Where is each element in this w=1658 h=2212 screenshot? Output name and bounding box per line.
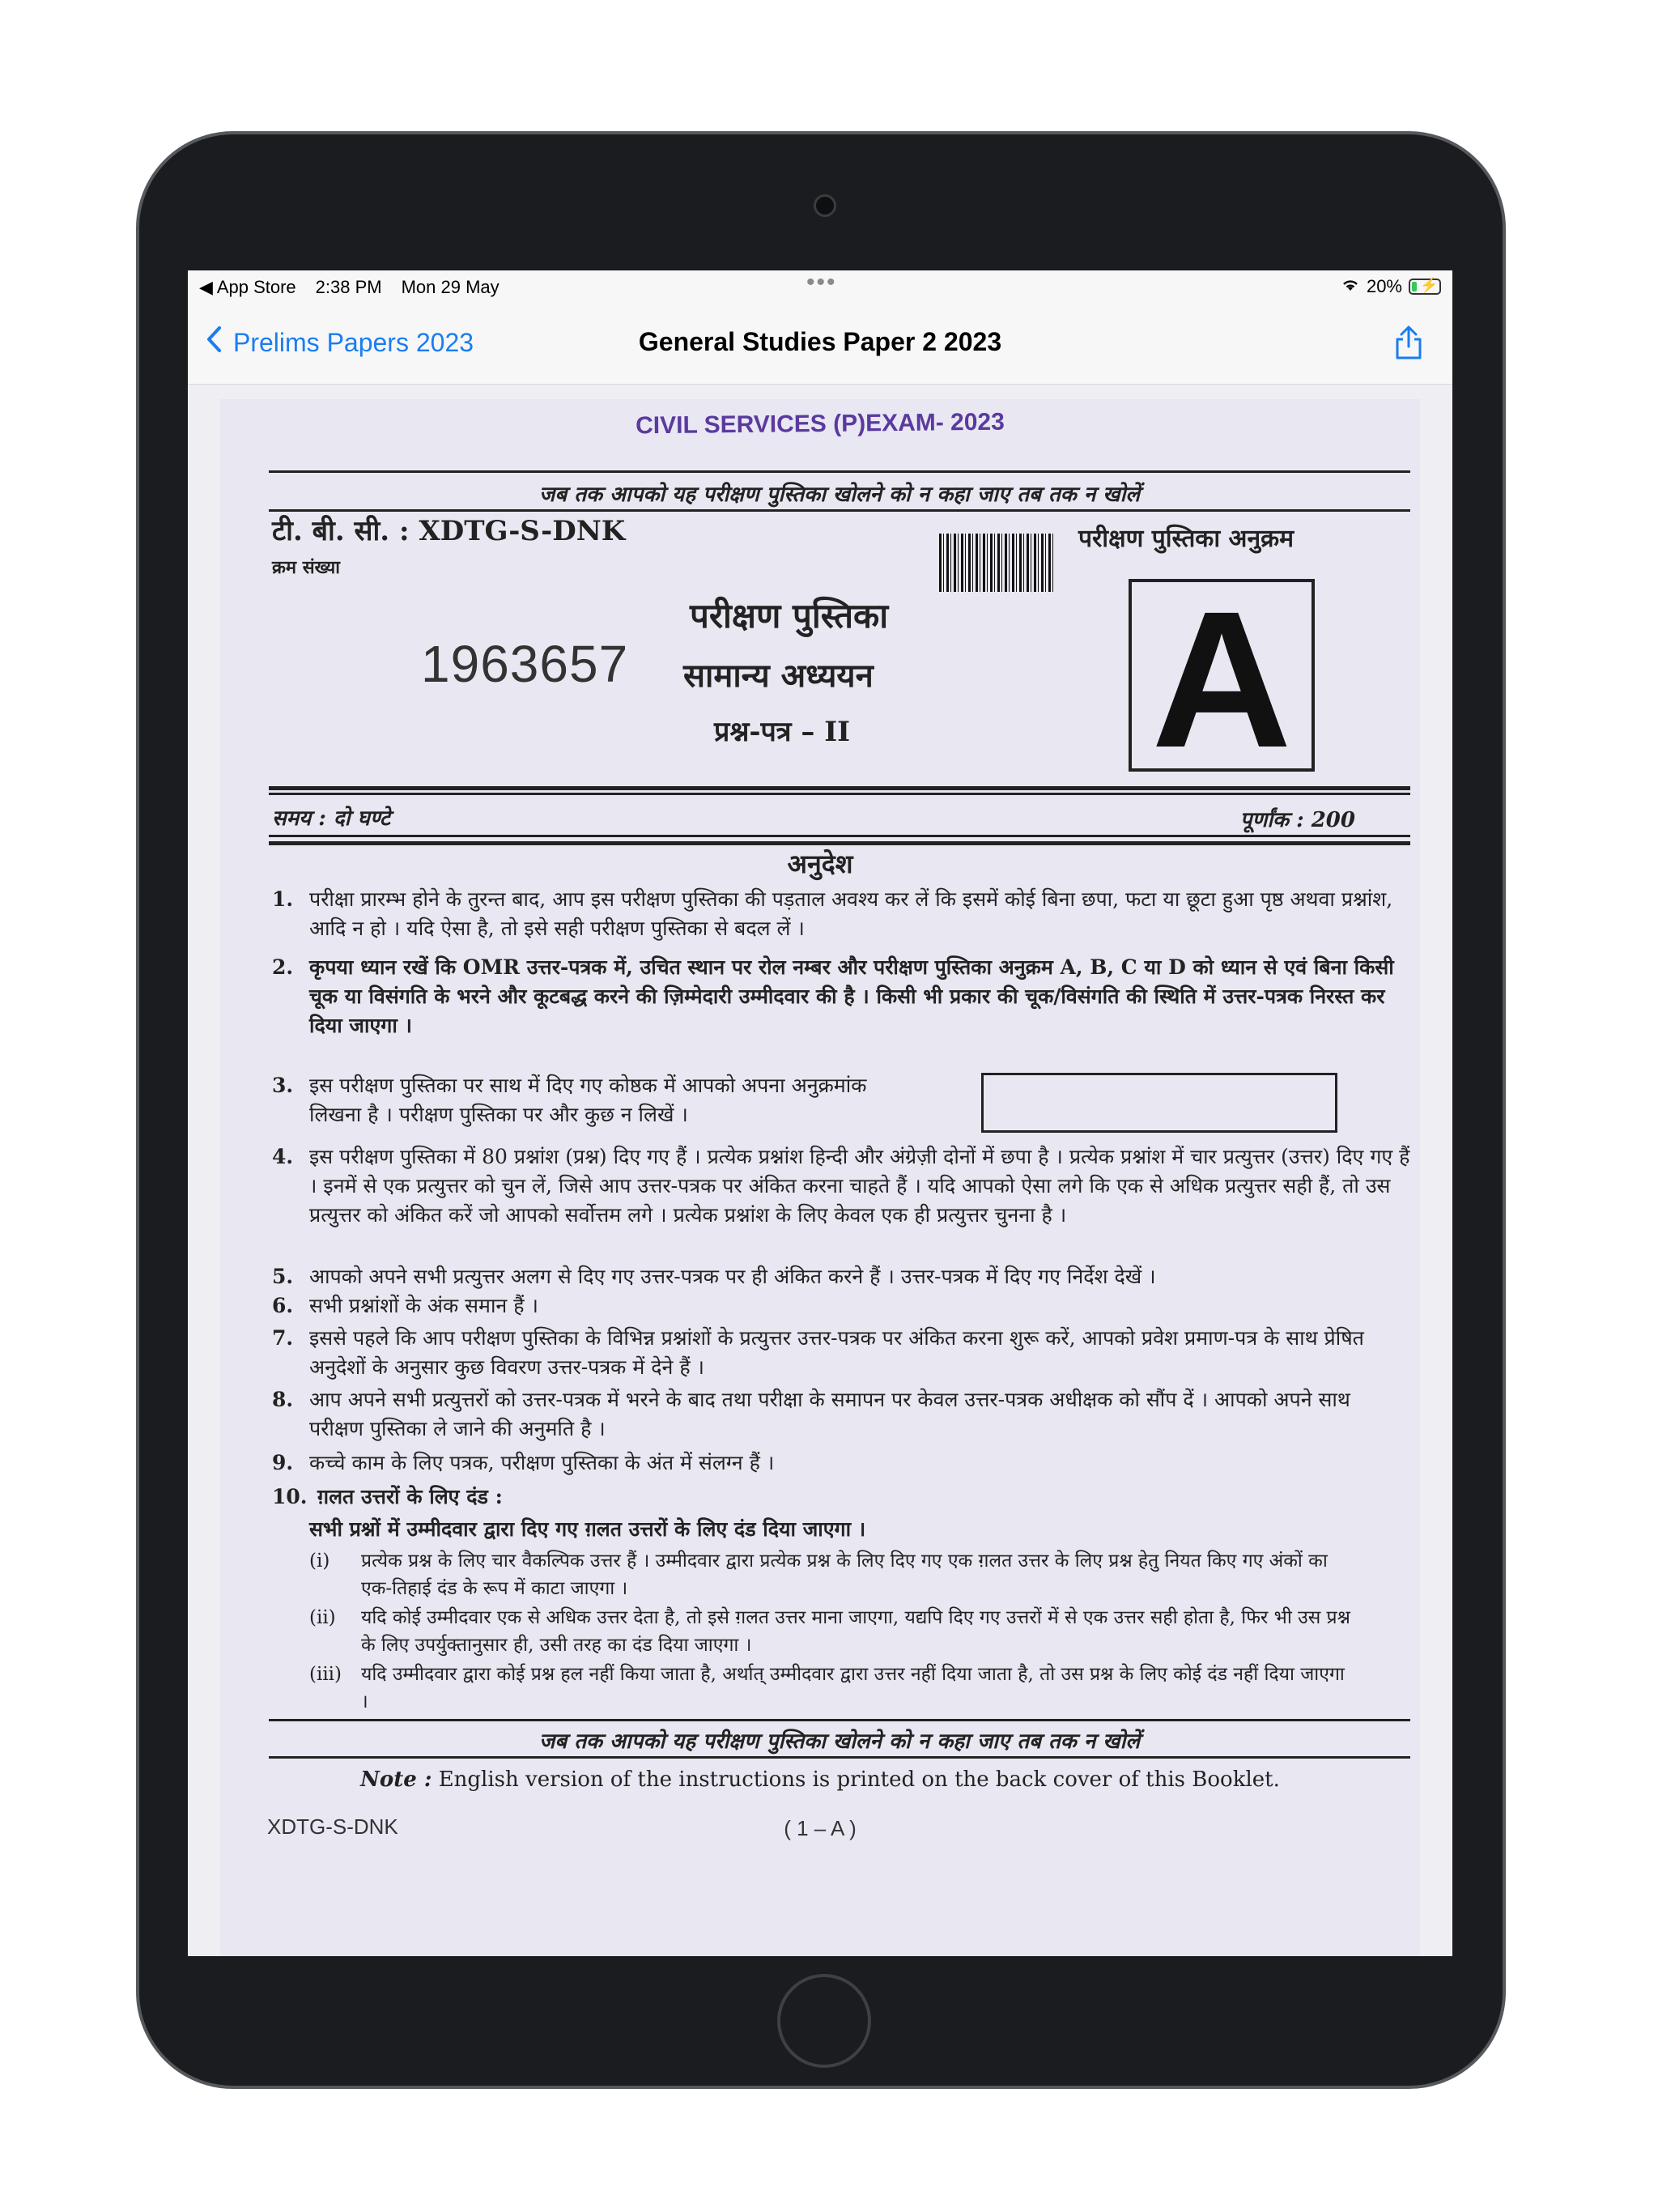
item-text: आपको अपने सभी प्रत्युत्तर अलग से दिए गए उत्तर-पत्रक पर ही अंकित करने हैं । उत्तर-पत्रक में दिए गए निर्देश देखें । (309, 1265, 1156, 1288)
status-time: 2:38 PM (315, 277, 382, 297)
note-text: English version of the instructions is printed on the back cover of this Booklet. (438, 1767, 1280, 1792)
sub-item-number: (iii) (309, 1664, 342, 1685)
top-warning: जब तक आपको यह परीक्षण पुस्तिका खोलने को न कहा जाए तब तक न खोलें (539, 483, 1140, 507)
note-label: Note : (360, 1767, 432, 1792)
item-text: इससे पहले कि आप परीक्षण पुस्तिका के विभिन्न प्रश्नांशों के प्रत्युत्तर उत्तर-पत्रक पर अंकित करना शुरू करें, आपको प्रवेश प्रमाण-पत्र के साथ प्रेषित अनुदेशों के अनुसार कुछ विवरण उत्तर-पत्रक में देने हैं । (309, 1326, 1364, 1379)
english-note (220, 1767, 1420, 1792)
divider (269, 786, 1410, 790)
roll-number-box (981, 1073, 1337, 1133)
back-to-app-store[interactable]: ◀ App Store (199, 277, 296, 297)
item-number: 3. (272, 1074, 294, 1097)
sub-item-number: (i) (309, 1551, 330, 1572)
booklet-title: परीक्षण पुस्तिका (690, 596, 889, 636)
instructions-heading: अनुदेश (787, 849, 853, 879)
series-letter: A (1151, 571, 1292, 788)
tbc-code: टी. बी. सी. : XDTG-S-DNK (272, 515, 626, 547)
item-number: 1. (272, 887, 294, 911)
item-text: कच्चे काम के लिए पत्रक, परीक्षण पुस्तिका के अंत में संलग्न हैं । (309, 1451, 775, 1474)
item-text: कृपया ध्यान रखें कि OMR उत्तर-पत्रक में, उचित स्थान पर रोल नम्बर और परीक्षण पुस्तिका अनुक्रम A, B, C या D को ध्यान से एवं बिना किसी चूक या विसंगति के भरने और कूटबद्ध करने की ज़िम्मेदारी उम्मीदवार की है । किसी भी प्रकार की चूक/विसंगति की स्थिति में उत्तर-पत्रक निरस्त कर दिया जाएगा । (309, 955, 1394, 1037)
series-label: परीक्षण पुस्तिका अनुक्रम (1078, 525, 1295, 553)
page-title: General Studies Paper 2 2023 (638, 327, 1002, 356)
serial-label: क्रम संख्या (272, 557, 340, 578)
item-number: 4. (272, 1145, 294, 1168)
divider (269, 1756, 1410, 1759)
wifi-icon (1341, 276, 1360, 297)
footer-page-number: ( 1 – A ) (784, 1816, 857, 1840)
exam-stamp: CIVIL SERVICES (P)EXAM- 2023 (635, 408, 1005, 440)
divider (269, 835, 1410, 837)
item-number: 10. (272, 1485, 308, 1508)
time-allowed: समय : दो घण्टे (272, 806, 391, 831)
home-button[interactable] (777, 1974, 871, 2068)
item-text: इस परीक्षण पुस्तिका पर साथ में दिए गए कोष्ठक में आपको अपना अनुक्रमांक लिखना है । परीक्षण पुस्तिका पर और कुछ न लिखें । (309, 1074, 867, 1126)
divider (269, 793, 1410, 795)
paper-title: प्रश्न-पत्र – II (714, 716, 851, 748)
charging-icon: ⚡ (1420, 277, 1439, 293)
status-bar (188, 270, 1452, 306)
front-camera (814, 194, 836, 217)
share-icon[interactable] (1392, 324, 1425, 365)
divider (269, 841, 1410, 845)
back-label: Prelims Papers 2023 (233, 327, 474, 357)
item-number: 8. (272, 1388, 294, 1411)
item-number: 7. (272, 1326, 294, 1350)
item-text: परीक्षा प्रारम्भ होने के तुरन्त बाद, आप इस परीक्षण पुस्तिका की पड़ताल अवश्य कर लें कि इसमें कोई बिना छपा, फटा या छूटा हुआ पृष्ठ अथवा प्रश्नांश, आदि न हो । यदि ऐसा है, तो इसे सही परीक्षण पुस्तिका से बदल लें । (309, 887, 1393, 940)
footer-code: XDTG-S-DNK (267, 1814, 398, 1839)
screen (188, 270, 1452, 1956)
sub-item-number: (ii) (309, 1607, 336, 1628)
item-text: इस परीक्षण पुस्तिका में 80 प्रश्नांश (प्रश्न) दिए गए हैं । प्रत्येक प्रश्नांश हिन्दी और अंग्रेज़ी दोनों में छपा है । प्रत्येक प्रश्नांश में चार प्रत्युत्तर (उत्तर) दिए गए हैं । इनमें से एक प्रत्युत्तर को चुन लें, जिसे आप उत्तर-पत्रक पर अंकित करना चाहते हैं । यदि आपको ऐसा लगे कि एक से अधिक प्रत्युत्तर सही हैं, तो उस प्रत्युत्तर को अंकित करें जो आपको सर्वोत्तम लगे । प्रत्येक प्रश्नांश के लिए केवल एक ही प्रत्युत्तर चुनना है । (309, 1145, 1410, 1227)
document-viewer[interactable] (188, 385, 1452, 1956)
item-text: ग़लत उत्तरों के लिए दंड : (317, 1485, 503, 1508)
multitasking-dots[interactable]: ••• (806, 270, 837, 296)
series-letter-box (1129, 571, 1315, 788)
battery-fill (1412, 282, 1417, 291)
divider (269, 470, 1410, 473)
navigation-bar (188, 306, 1452, 385)
subject-title: सामान्य अध्ययन (683, 657, 874, 695)
item-number: 9. (272, 1451, 294, 1474)
sub-item-text: यदि उम्मीदवार द्वारा कोई प्रश्न हल नहीं किया जाता है, अर्थात् उम्मीदवार द्वारा उत्तर नहीं दिया जाता है, तो उस प्रश्न के लिए कोई दंड नहीं दिया जाएगा । (361, 1664, 1345, 1712)
item-text: आप अपने सभी प्रत्युत्तरों को उत्तर-पत्रक में भरने के बाद तथा परीक्षा के समापन पर केवल उत्तर-पत्रक अधीक्षक को सौंप दें । आपको अपने साथ परीक्षण पुस्तिका ले जाने की अनुमति है । (309, 1388, 1350, 1440)
item-number: 2. (272, 955, 294, 979)
max-marks: पूर्णांक : 200 (1239, 808, 1355, 832)
bottom-warning: जब तक आपको यह परीक्षण पुस्तिका खोलने को न कहा जाए तब तक न खोलें (539, 1729, 1140, 1754)
item-number: 5. (272, 1265, 294, 1288)
sub-item-text: यदि कोई उम्मीदवार एक से अधिक उत्तर देता है, तो इसे ग़लत उत्तर माना जाएगा, यद्यपि दिए गए उत्तरों में से एक उत्तर सही होता है, फिर भी उस प्रश्न के लिए उपर्युक्तानुसार ही, उसी तरह का दंड दिया जाएगा । (361, 1607, 1350, 1656)
divider (269, 1719, 1410, 1721)
penalty-heading-text: सभी प्रश्नों में उम्मीदवार द्वारा दिए गए ग़लत उत्तरों के लिए दंड दिया जाएगा । (309, 1517, 866, 1541)
serial-number: 1963657 (421, 635, 629, 693)
battery-icon (1409, 279, 1441, 295)
item-number: 6. (272, 1294, 294, 1317)
battery-percent: 20% (1366, 276, 1402, 296)
item-text: सभी प्रश्नांशों के अंक समान हैं । (309, 1294, 538, 1317)
exam-booklet-cover (220, 399, 1420, 1956)
status-date: Mon 29 May (401, 277, 500, 297)
sub-item-text: प्रत्येक प्रश्न के लिए चार वैकल्पिक उत्तर हैं । उम्मीदवार द्वारा प्रत्येक प्रश्न के लिए दिए गए एक ग़लत उत्तर के लिए प्रश्न हेतु नियत किए गए अंकों का एक-तिहाई दंड के रूप में काटा जाएगा । (361, 1551, 1328, 1599)
barcode (939, 534, 1054, 592)
